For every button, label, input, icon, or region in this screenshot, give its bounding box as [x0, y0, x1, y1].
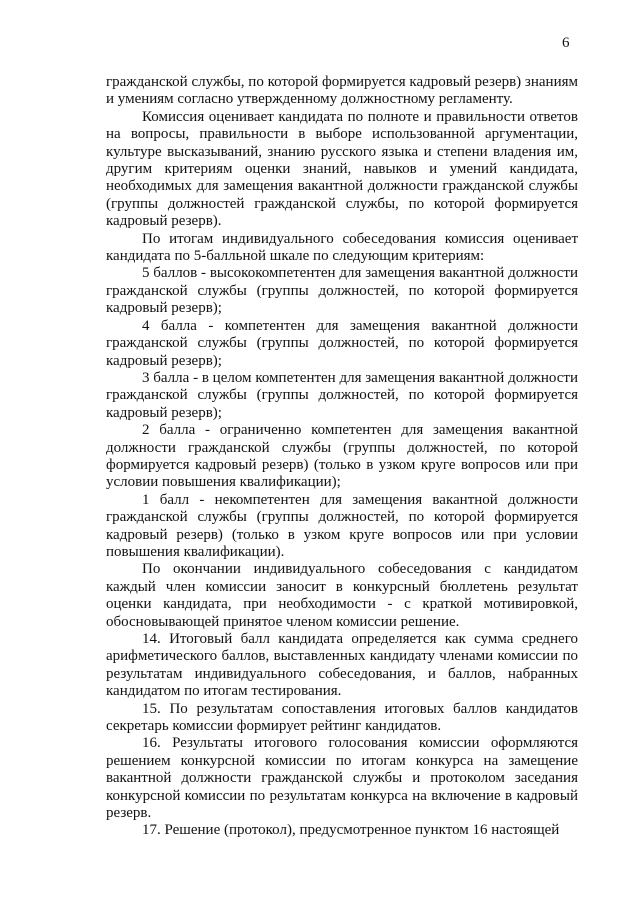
paragraph: Комиссия оценивает кандидата по полноте и правильности ответов на вопросы, правильности в выборе использованной аргументации, культуре высказываний, знанию русского языка и степени владения им, другим критериям оценки знаний, навыков и умений кандидата, необходимых для замещения вакантной должности гражданской службы (группы должностей гражданской службы, по которой формируется кадровый резерв).: [106, 108, 578, 230]
paragraph: По окончании индивидуального собеседования с кандидатом каждый член комиссии заносит в конкурсный бюллетень результат оценки кандидата, при необходимости - с краткой мотивировкой, обосновывающей принятое членом комиссии решение.: [106, 561, 578, 630]
paragraph: гражданской службы, по которой формируется кадровый резерв) знаниям и умениям согласно утвержденному должностному регламенту.: [106, 74, 578, 108]
document-body: [106, 74, 578, 840]
paragraph: 16. Результаты итогового голосования комиссии оформляются решением конкурсной комиссии по итогам конкурса на замещение вакантной должности гражданской службы и протоколом заседания конкурсной комиссии по результатам конкурса на включение в кадровый резерв.: [106, 735, 578, 822]
paragraph: 17. Решение (протокол), предусмотренное пунктом 16 настоящей: [142, 822, 560, 839]
paragraph: 15. По результатам сопоставления итоговых баллов кандидатов секретарь комиссии формирует рейтинг кандидатов.: [106, 700, 578, 735]
paragraph: 14. Итоговый балл кандидата определяется как сумма среднего арифметического баллов, выставленных кандидату членами комиссии по результатам индивидуального собеседования, и баллов, набранных кандидатом по итогам тестирования.: [106, 631, 578, 700]
paragraph: По итогам индивидуального собеседования комиссия оценивает кандидата по 5-балльной шкале по следующим критериям:: [106, 230, 578, 265]
page-number: 6: [562, 35, 570, 51]
paragraph: 2 балла - ограниченно компетентен для замещения вакантной должности гражданской службы (группы должностей, по которой формируется кадровый резерв) (только в узком круге вопросов или при условии повышения квалификации);: [106, 422, 578, 491]
paragraph: 3 балла - в целом компетентен для замещения вакантной должности гражданской службы (группы должностей, по которой формируется кадровый резерв);: [106, 369, 578, 421]
paragraph: 4 балла - компетентен для замещения вакантной должности гражданской службы (группы должностей, по которой формируется кадровый резерв);: [106, 317, 578, 369]
paragraph: 5 баллов - высококомпетентен для замещения вакантной должности гражданской службы (группы должностей, по которой формируется кадровый резерв);: [106, 265, 578, 317]
paragraph: 1 балл - некомпетентен для замещения вакантной должности гражданской службы (группы должностей, по которой формируется кадровый резерв) (только в узком круге вопросов или при условии повышения квалификации).: [106, 491, 578, 560]
